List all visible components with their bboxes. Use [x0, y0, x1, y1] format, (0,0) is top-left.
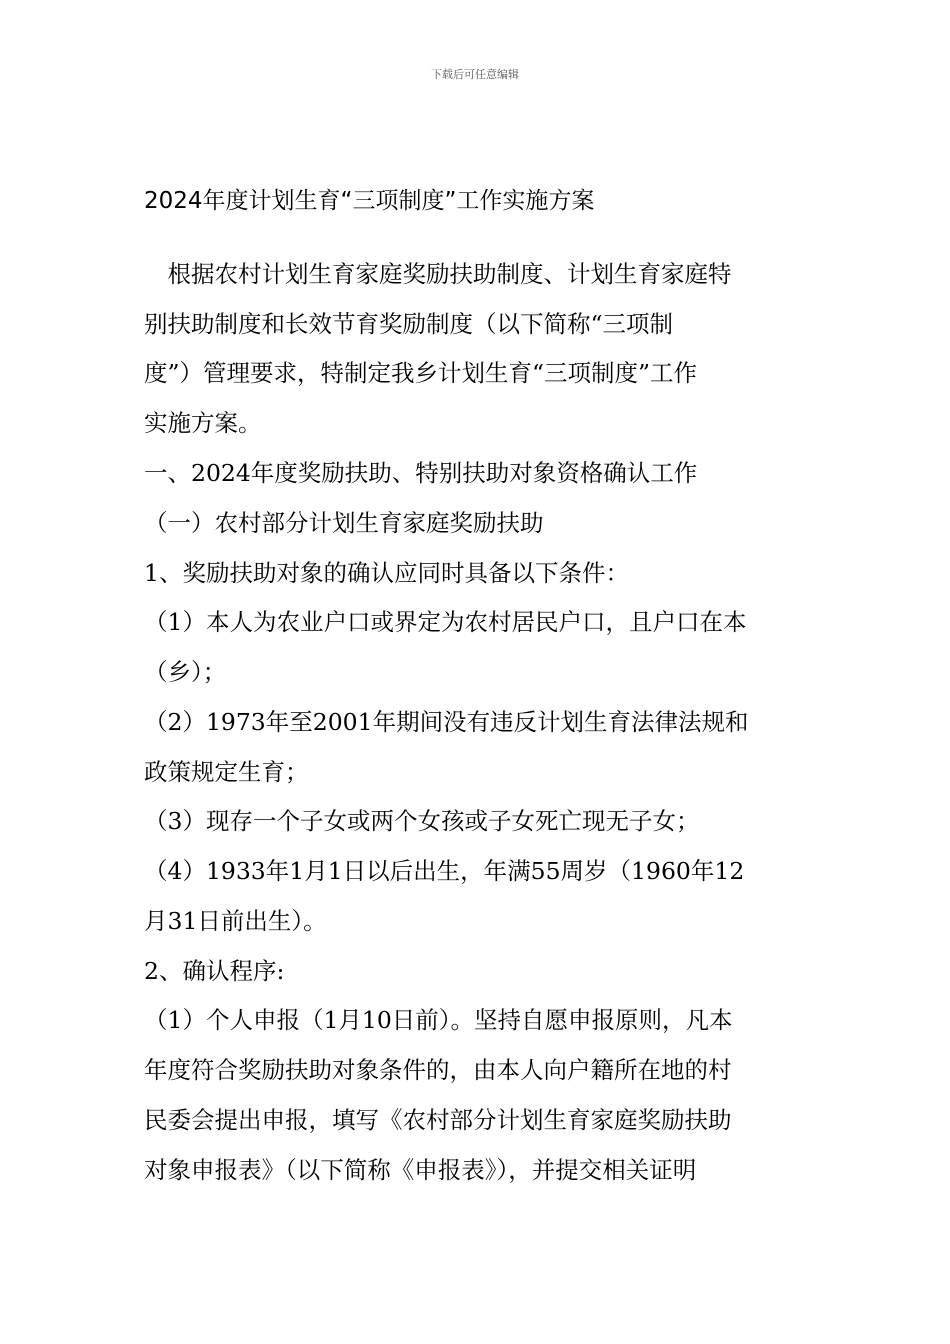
body-line: 实施方案。 [144, 409, 262, 437]
list-item: （1）个人申报（1月10日前）。坚持自愿申报原则，凡本 [144, 1006, 733, 1034]
body-line: 民委会提出申报，填写《农村部分计划生育家庭奖励扶助 [144, 1106, 732, 1134]
body-line: 别扶助制度和长效节育奖励制度（以下简称“三项制 [144, 310, 674, 338]
body-line: 2、确认程序: [144, 957, 285, 985]
list-item: （乡）； [144, 658, 227, 686]
body-line: 根据农村计划生育家庭奖励扶助制度、计划生育家庭特 [144, 260, 732, 288]
body-line: 对象申报表》（以下简称《申报表》），并提交相关证明 [144, 1156, 697, 1184]
list-item: （3）现存一个子女或两个女孩或子女死亡现无子女； [144, 807, 700, 835]
subsection-heading: （一）农村部分计划生育家庭奖励扶助 [144, 509, 544, 537]
list-item: 月31日前出生）。 [144, 907, 327, 935]
list-item: （2）1973年至2001年期间没有违反计划生育法律法规和 [144, 708, 749, 736]
list-item: （1）本人为农业户口或界定为农村居民户口，且户口在本 [144, 608, 747, 636]
document-title: 2024年度计划生育“三项制度”工作实施方案 [144, 188, 595, 214]
page-header-note: 下载后可任意编辑 [431, 68, 519, 81]
list-item: （4）1933年1月1日以后出生，年满55周岁（1960年12 [144, 857, 745, 885]
body-line: 年度符合奖励扶助对象条件的，由本人向户籍所在地的村 [144, 1056, 732, 1084]
list-item: 政策规定生育； [144, 758, 309, 786]
body-line: 1、奖励扶助对象的确认应同时具备以下条件： [144, 559, 629, 587]
section-heading: 一、2024年度奖励扶助、特别扶助对象资格确认工作 [144, 459, 698, 487]
body-line: 度”）管理要求，特制定我乡计划生育“三项制度”工作 [144, 359, 698, 387]
